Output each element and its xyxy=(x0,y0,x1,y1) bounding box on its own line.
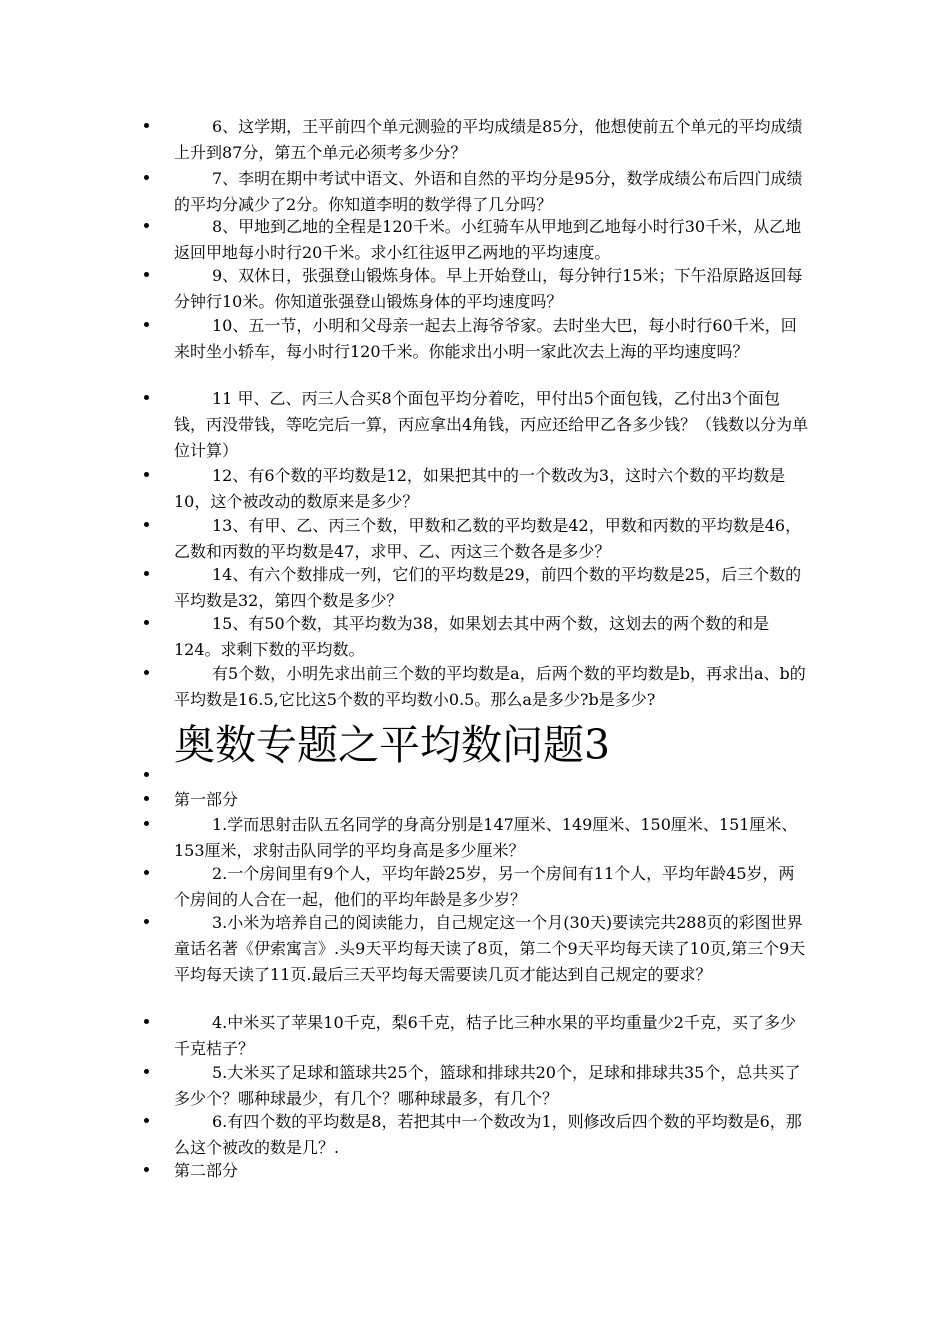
list-item xyxy=(174,214,810,266)
question-text: 10、五一节，小明和父母亲一起去上海爷爷家。去时坐大巴，每小时行60千米，回来时坐小轿车，每小时行120千米。你能求出小明一家此次去上海的平均速度吗？ xyxy=(174,316,797,361)
question-text: 12、有6个数的平均数是12，如果把其中的一个数改为3，这时六个数的平均数是10，这个被改动的数原来是多少？ xyxy=(174,466,786,511)
bullet-icon xyxy=(144,123,149,128)
list-item xyxy=(174,562,810,614)
bullet-icon xyxy=(144,571,149,576)
question-text: 14、有六个数排成一列，它们的平均数是29，前四个数的平均数是25，后三个数的平均数是32，第四个数是多少？ xyxy=(174,565,802,610)
question-text: 5.大米买了足球和篮球共25个，篮球和排球共20个，足球和排球共35个，总共买了多少个？哪种球最少，有几个？哪种球最多，有几个？ xyxy=(174,1063,801,1108)
question-text: 13、有甲、乙、丙三个数，甲数和乙数的平均数是42，甲数和丙数的平均数是46，乙数和丙数的平均数是47，求甲、乙、丙这三个数各是多少？ xyxy=(174,516,802,561)
list-item xyxy=(174,861,810,913)
list-item xyxy=(174,114,810,166)
question-text: 3.小米为培养自己的阅读能力，自己规定这一个月(30天)要读完共288页的彩图世界童话名著《伊索寓言》.头9天平均每天读了8页，第二个9天平均每天读了10页,第三个9天平均每天读了11页.最后三天平均每天需要读几页才能达到自己规定的要求？ xyxy=(174,913,806,984)
question-text: 8、甲地到乙地的全程是120千米。小红骑车从甲地到乙地每小时行30千米，从乙地返回甲地每小时行20千米。求小红往返甲乙两地的平均速度。 xyxy=(174,217,802,262)
bullet-icon xyxy=(144,1019,149,1024)
bullet-icon xyxy=(144,223,149,228)
list-item xyxy=(174,812,810,864)
list-item xyxy=(174,386,810,464)
question-text: 1.学而思射击队五名同学的身高分别是147厘米、149厘米、150厘米、151厘米、153厘米，求射击队同学的平均身高是多少厘米？ xyxy=(174,815,798,860)
list-item xyxy=(174,611,810,663)
bullet-icon xyxy=(144,472,149,477)
list-item xyxy=(174,1158,810,1184)
list-item xyxy=(174,1109,810,1161)
bullet-icon xyxy=(144,772,149,777)
bullet-icon xyxy=(144,522,149,527)
bullet-icon xyxy=(144,796,149,801)
list-item xyxy=(174,661,810,713)
bullet-icon xyxy=(144,1069,149,1074)
section-title: 奥数专题之平均数问题3 xyxy=(174,721,611,769)
bullet-icon xyxy=(144,821,149,826)
question-text: 9、双休日，张强登山锻炼身体。早上开始登山，每分钟行15米；下午沿原路返回每分钟行10米。你知道张强登山锻炼身体的平均速度吗？ xyxy=(174,266,803,311)
list-item xyxy=(174,513,810,565)
bullet-icon xyxy=(144,870,149,875)
bullet-icon xyxy=(144,1118,149,1123)
list-item xyxy=(174,1010,810,1062)
bullet-icon xyxy=(144,395,149,400)
part-label: 第二部分 xyxy=(174,1161,239,1180)
bullet-icon xyxy=(144,620,149,625)
bullet-icon xyxy=(144,322,149,327)
list-item xyxy=(174,313,810,365)
bullet-icon xyxy=(144,272,149,277)
bullet-icon xyxy=(144,919,149,924)
bullet-icon xyxy=(144,670,149,675)
question-text: 7、李明在期中考试中语文、外语和自然的平均分是95分，数学成绩公布后四门成绩的平均分减少了2分。你知道李明的数学得了几分吗？ xyxy=(174,169,803,214)
bullet-icon xyxy=(144,1167,149,1172)
question-text: 15、有50个数，其平均数为38，如果划去其中两个数，这划去的两个数的和是124。求剩下数的平均数。 xyxy=(174,614,770,659)
list-item xyxy=(174,263,810,315)
question-text: 有5个数，小明先求出前三个数的平均数是a，后两个数的平均数是b，再求出a、b的平均数是16.5,它比这5个数的平均数小0.5。那么a是多少?b是多少? xyxy=(174,664,806,709)
question-text: 11 甲、乙、丙三人合买8个面包平均分着吃，甲付出5个面包钱，乙付出3个面包钱，丙没带钱，等吃完后一算，丙应拿出4角钱，丙应还给甲乙各多少钱？（钱数以分为单位计算） xyxy=(174,389,809,460)
question-text: 4.中米买了苹果10千克，梨6千克，桔子比三种水果的平均重量少2千克，买了多少千克桔子？ xyxy=(174,1013,796,1058)
list-item xyxy=(174,166,810,218)
question-text: 2.一个房间里有9个人，平均年龄25岁，另一个房间有11个人，平均年龄45岁，两个房间的人合在一起，他们的平均年龄是多少岁？ xyxy=(174,864,795,909)
list-item xyxy=(174,787,810,813)
question-text: 6.有四个数的平均数是8，若把其中一个数改为1，则修改后四个数的平均数是6，那么这个被改的数是几？. xyxy=(174,1112,802,1157)
list-item xyxy=(174,1060,810,1112)
question-text: 6、这学期，王平前四个单元测验的平均成绩是85分，他想使前五个单元的平均成绩上升到87分，第五个单元必须考多少分？ xyxy=(174,117,803,162)
list-item xyxy=(174,910,810,988)
list-item xyxy=(174,463,810,515)
part-label: 第一部分 xyxy=(174,790,239,809)
bullet-icon xyxy=(144,175,149,180)
